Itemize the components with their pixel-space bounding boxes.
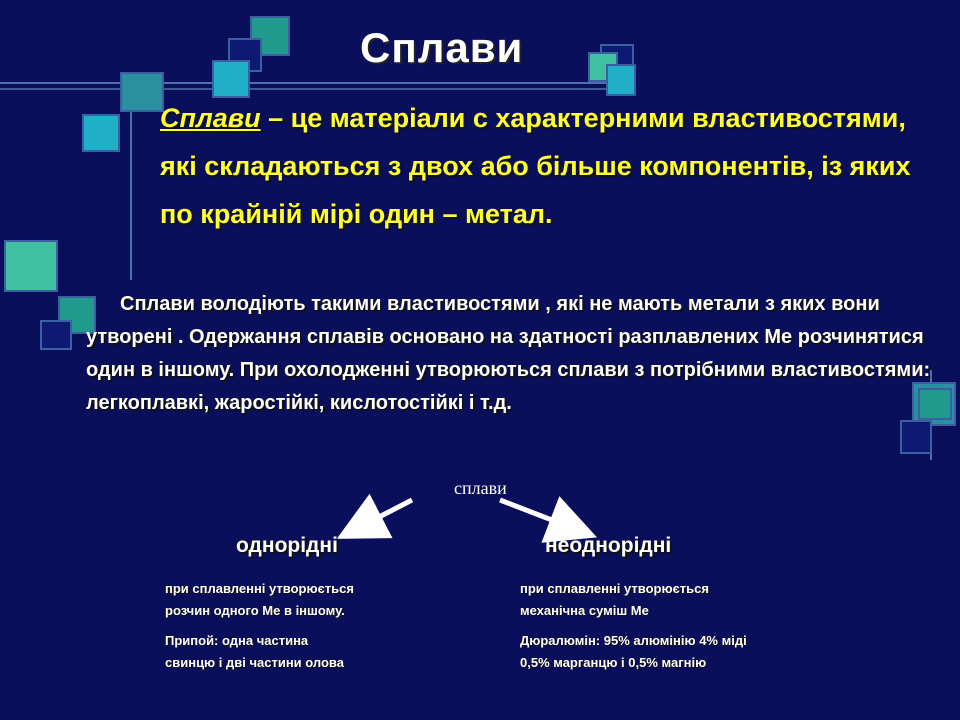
diagram-root-label: сплави xyxy=(454,478,507,498)
left-description-line: розчин одного Ме в іншому. xyxy=(165,603,345,618)
right-example-line: Дюралюмін: 95% алюмінію 4% міді xyxy=(520,633,747,648)
arrow-right xyxy=(500,500,583,532)
left-example-line: свинцю і дві частини олова xyxy=(165,655,344,670)
right-example xyxy=(520,630,747,674)
right-description-line: механічна суміш Ме xyxy=(520,603,649,618)
left-example-line: Припой: одна частина xyxy=(165,633,309,648)
right-example-line: 0,5% марганцю і 0,5% магнію xyxy=(520,655,707,670)
definition-text: – це матеріали с характерними властивостями, які складаються з двох або більше компонентів, із яких по крайній мірі один – метал. xyxy=(160,103,911,229)
left-example xyxy=(165,630,344,674)
definition-term: Сплави xyxy=(160,103,261,133)
slide-title: Сплави xyxy=(360,24,524,71)
left-description xyxy=(165,578,354,622)
left-heading: однорідні xyxy=(236,534,338,557)
paragraph-text: Сплави володіють такими властивостями , які не мають метали з яких вони утворені . Одержання сплавів основано на здатності разплавлених Ме розчинятися один в іншому. При охолодженні утворюються сплави з потрібними властивостями: легкоплавкі, жаростійкі, кислотостійкі і т.д. xyxy=(86,293,931,414)
right-description xyxy=(520,578,709,622)
arrow-left xyxy=(350,500,412,532)
left-description-line: при сплавленні утворюється xyxy=(165,581,354,596)
right-heading: неоднорідні xyxy=(545,534,672,557)
right-description-line: при сплавленні утворюється xyxy=(520,581,709,596)
